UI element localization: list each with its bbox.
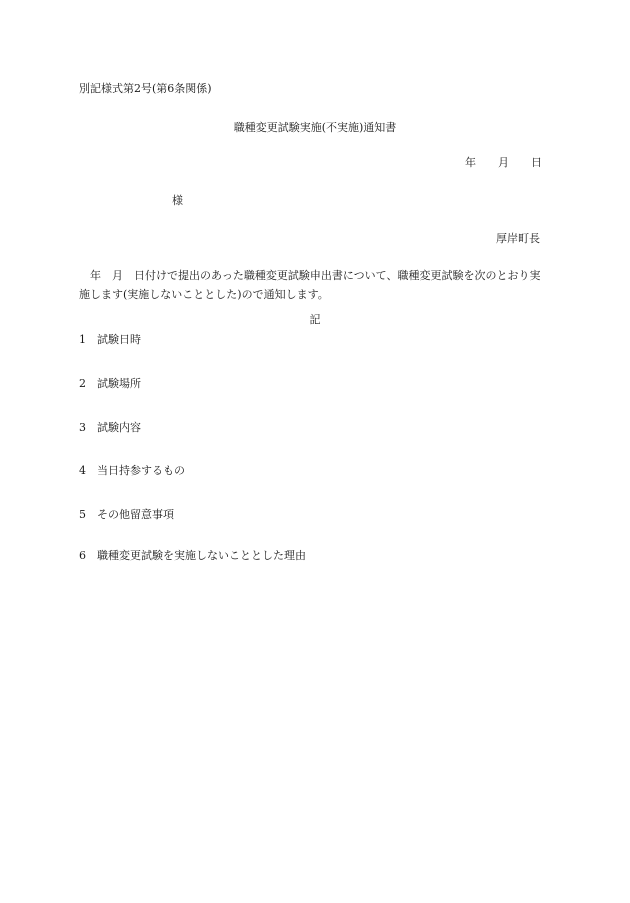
list-item: [79, 421, 141, 434]
item-label: その他留意事項: [97, 508, 174, 521]
list-item: [79, 508, 174, 521]
list-item: [79, 464, 185, 477]
date-line: [465, 156, 542, 169]
body-year: 年: [90, 269, 101, 282]
issuer: 厚岸町長: [496, 232, 540, 245]
item-number: 1: [79, 333, 86, 346]
body-text: 日付けで提出のあった職種変更試験申出書について、職種変更試験を次のとおり実施します(実施しないこととした)ので通知します。: [79, 269, 541, 301]
item-number: 5: [79, 508, 86, 521]
date-month: 月: [498, 156, 509, 169]
item-label: 当日持参するもの: [97, 464, 185, 477]
body-month: 月: [112, 269, 123, 282]
list-item: [79, 549, 306, 562]
item-number: 3: [79, 421, 86, 434]
item-label: 試験場所: [97, 377, 141, 390]
date-day: 日: [531, 156, 542, 169]
item-label: 職種変更試験を実施しないこととした理由: [97, 549, 306, 562]
item-label: 試験内容: [97, 421, 141, 434]
addressee-suffix: 様: [172, 194, 183, 207]
date-year: 年: [465, 156, 476, 169]
list-item: [79, 377, 141, 390]
item-number: 6: [79, 549, 86, 562]
document-title: 職種変更試験実施(不実施)通知書: [233, 121, 397, 134]
form-number: 別記様式第2号(第6条関係): [79, 82, 212, 95]
item-number: 2: [79, 377, 86, 390]
item-number: 4: [79, 464, 86, 477]
item-label: 試験日時: [97, 333, 141, 346]
body-paragraph: [79, 266, 549, 304]
list-item: [79, 333, 141, 346]
ki-heading: 記: [309, 313, 321, 326]
